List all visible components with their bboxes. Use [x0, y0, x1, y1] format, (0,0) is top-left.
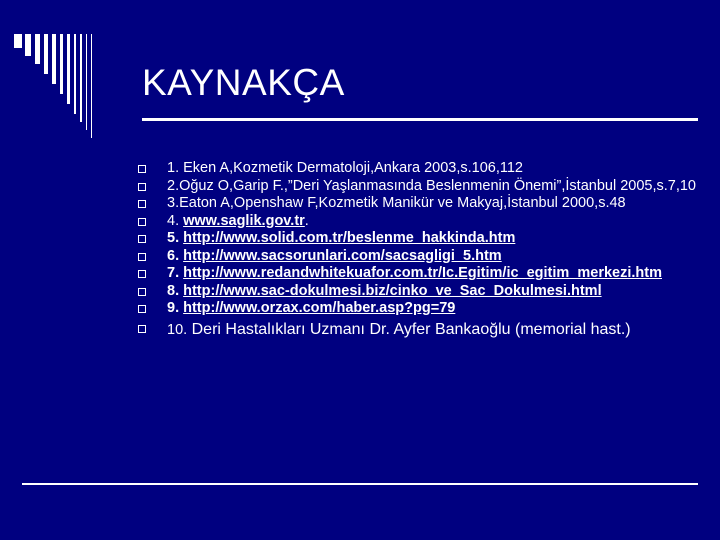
decor-bar — [44, 34, 48, 74]
square-bullet-icon — [138, 235, 146, 243]
reference-number: 8. — [167, 282, 180, 299]
square-bullet-icon — [138, 218, 146, 226]
reference-item — [138, 213, 698, 231]
slide-title: KAYNAKÇA — [142, 62, 345, 103]
bottom-divider — [22, 483, 698, 485]
reference-list — [138, 160, 698, 340]
reference-link[interactable]: http://www.redandwhitekuafor.com.tr/Ic.Egitim/ic_egitim_merkezi.htm — [183, 265, 662, 281]
reference-number: 6. — [167, 247, 180, 264]
decor-bar — [74, 34, 76, 114]
square-bullet-icon — [138, 200, 146, 208]
square-bullet-icon — [138, 288, 146, 296]
reference-link[interactable]: http://www.orzax.com/haber.asp?pg=79 — [183, 300, 456, 316]
decor-bar — [91, 34, 92, 138]
reference-link[interactable]: http://www.sac-dokulmesi.biz/cinko_ve_Sac_Dokulmesi.html — [183, 282, 602, 299]
reference-link[interactable]: http://www.solid.com.tr/beslenme_hakkinda.htm — [183, 230, 516, 246]
reference-number: 4. — [167, 212, 180, 229]
reference-text: Eken A,Kozmetik Dermatoloji,Ankara 2003,s.106,112 — [183, 160, 523, 176]
reference-item — [138, 320, 698, 340]
title-underline — [142, 118, 698, 121]
square-bullet-icon — [138, 270, 146, 278]
reference-number: 7. — [167, 265, 180, 281]
decor-bar — [35, 34, 40, 64]
decor-bar — [52, 34, 56, 84]
reference-number: 3. — [167, 195, 180, 211]
reference-item — [138, 230, 698, 248]
decor-bar — [60, 34, 63, 94]
reference-text: Deri Hastalıkları Uzmanı Dr. Ayfer Bankaoğlu (memorial hast.) — [191, 320, 631, 338]
reference-number: 9. — [167, 300, 180, 316]
reference-number: 10. — [167, 321, 188, 338]
reference-number: 2. — [167, 177, 180, 194]
decor-bar — [67, 34, 70, 104]
reference-link[interactable]: www.saglik.gov.tr — [183, 212, 305, 229]
reference-item — [138, 265, 698, 283]
square-bullet-icon — [138, 305, 146, 313]
square-bullet-icon — [138, 253, 146, 261]
reference-item — [138, 248, 698, 266]
decor-bar — [80, 34, 82, 122]
square-bullet-icon — [138, 183, 146, 191]
reference-item — [138, 300, 698, 318]
reference-item — [138, 283, 698, 301]
reference-item — [138, 178, 698, 196]
reference-suffix: . — [304, 212, 309, 229]
reference-number: 1. — [167, 160, 180, 176]
square-bullet-icon — [138, 325, 146, 333]
decor-bar — [86, 34, 87, 130]
decor-bar — [14, 34, 22, 48]
reference-text: Eaton A,Openshaw F,Kozmetik Manikür ve Makyaj,İstanbul 2000,s.48 — [179, 195, 626, 211]
reference-link[interactable]: http://www.sacsorunlari.com/sacsagligi_5.htm — [183, 247, 502, 264]
square-bullet-icon — [138, 165, 146, 173]
reference-number: 5. — [167, 230, 180, 246]
decor-bar — [25, 34, 31, 56]
reference-item — [138, 195, 698, 213]
reference-text: Oğuz O,Garip F.,”Deri Yaşlanmasında Beslenmenin Önemi”,İstanbul 2005,s.7,10 — [179, 177, 696, 194]
reference-item — [138, 160, 698, 178]
